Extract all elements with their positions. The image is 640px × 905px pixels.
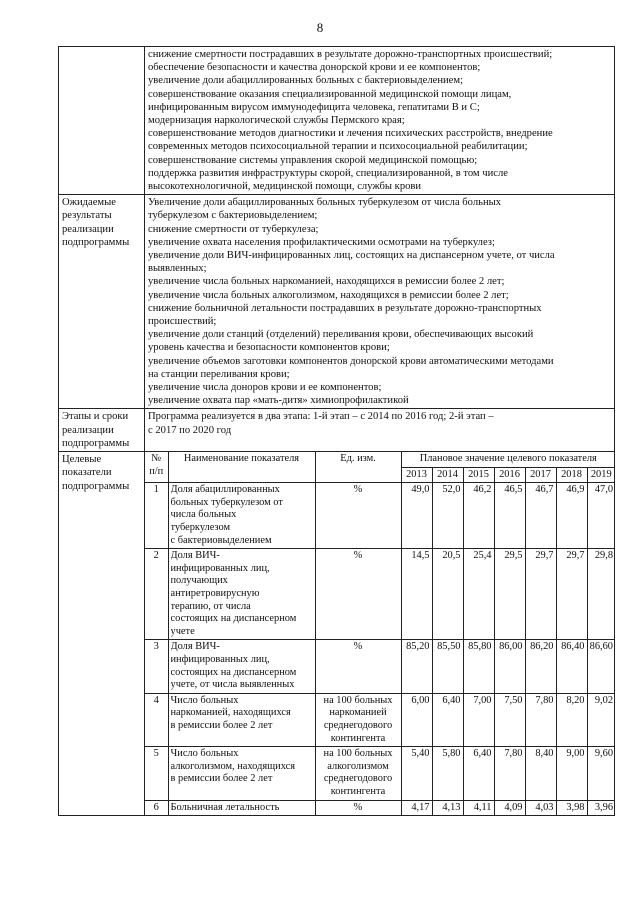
text-line: современных методов психосоциальной терапии и психосоциальной реабилитации; (148, 141, 528, 153)
indicator-name-line: Доля ВИЧ- (170, 641, 220, 653)
indicator-value: 4,03 (525, 800, 556, 815)
indicator-value: 4,09 (494, 800, 525, 815)
expected-results-label (59, 195, 145, 409)
indicator-name (168, 747, 315, 800)
indicator-value: 46,5 (494, 483, 525, 549)
indicator-value: 6,00 (401, 693, 432, 746)
text-line: инфицированным вирусом иммунодефицита человека, гепатитами В и С; (148, 101, 480, 113)
indicators-label (59, 452, 145, 816)
indicator-value: 4,11 (463, 800, 494, 815)
table-row (145, 747, 615, 800)
indicator-unit-line: % (353, 801, 363, 813)
indicator-name-line: инфицированных лиц, (170, 562, 270, 574)
indicator-name-line: больных туберкулезом от (170, 496, 283, 508)
text-line: с 2017 по 2020 год (148, 424, 232, 436)
indicator-num: 3 (145, 640, 168, 693)
text-line: поддержка развития инфраструктуры скорой, специализированной, в том числе (148, 167, 508, 179)
indicator-name-line: Доля ВИЧ- (170, 550, 220, 562)
indicator-num: 4 (145, 693, 168, 746)
indicator-unit (315, 693, 401, 746)
tasks-row (59, 47, 615, 195)
text-line: выявленных; (148, 263, 207, 275)
indicator-unit (315, 549, 401, 640)
table-row (145, 549, 615, 640)
text-line: увеличение доли ВИЧ-инфицированных лиц, состоящих на диспансерном учете, от числа (148, 250, 555, 262)
indicator-value: 46,7 (525, 483, 556, 549)
indicator-value: 52,0 (432, 483, 463, 549)
indicator-name (168, 693, 315, 746)
text-line: на станции переливания крови; (148, 368, 290, 380)
indicator-value: 85,80 (463, 640, 494, 693)
text-line: снижение смертности от туберкулеза; (148, 223, 319, 235)
indicators-table (145, 452, 615, 815)
indicator-value: 6,40 (432, 693, 463, 746)
indicator-name-line: туберкулезом (170, 522, 231, 534)
indicator-value: 29,5 (494, 549, 525, 640)
text-line: Увеличение доли абациллированных больных туберкулезом от числа больных (148, 197, 502, 209)
passport-table (58, 46, 615, 816)
table-row (145, 483, 615, 549)
text-line: модернизация наркологической службы Пермского края; (148, 115, 405, 127)
text-line: совершенствование оказания специализированной медицинской помощи лицам, (148, 88, 512, 100)
table-row (145, 693, 615, 746)
label-line: реализации (62, 424, 114, 436)
header-year: 2015 (463, 467, 494, 483)
indicator-name-line: алкоголизмом, находящихся (170, 760, 295, 772)
indicator-value: 3,98 (556, 800, 587, 815)
text-line: уровень качества и безопасности компонентов крови; (148, 342, 390, 354)
header-year: 2019 (587, 467, 615, 483)
indicator-name-line: Число больных (170, 748, 239, 760)
indicator-value: 14,5 (401, 549, 432, 640)
indicator-unit-line: наркоманией (329, 707, 387, 719)
indicator-name (168, 549, 315, 640)
stages-row (59, 409, 615, 452)
text-line: увеличение доли абациллированных больных с бактериовыделением; (148, 75, 464, 87)
indicator-unit (315, 640, 401, 693)
indicator-value: 9,00 (556, 747, 587, 800)
indicator-name-line: учете, от числа выявленных (170, 679, 295, 691)
header-planned: Плановое значение целевого показателя (401, 452, 615, 467)
expected-results-content (145, 195, 615, 409)
text-line: туберкулезом с бактериовыделением; (148, 210, 318, 222)
indicator-value: 29,8 (587, 549, 615, 640)
indicator-unit-line: контингента (330, 785, 386, 797)
indicator-unit-line: контингента (330, 732, 386, 744)
indicator-value: 7,80 (494, 747, 525, 800)
header-year: 2016 (494, 467, 525, 483)
indicator-name-line: антиретровирусную (170, 588, 260, 600)
indicator-value: 29,7 (556, 549, 587, 640)
indicator-name-line: учете (170, 625, 195, 637)
indicator-value: 86,20 (525, 640, 556, 693)
label-line: подпрограммы (62, 437, 130, 449)
indicator-value: 85,50 (432, 640, 463, 693)
indicator-value: 46,2 (463, 483, 494, 549)
header-unit: Ед. изм. (315, 452, 401, 483)
indicator-value: 85,20 (401, 640, 432, 693)
indicator-value: 6,40 (463, 747, 494, 800)
header-year: 2013 (401, 467, 432, 483)
indicator-unit-line: алкоголизмом (327, 760, 389, 772)
tasks-label (59, 47, 145, 195)
indicator-name-line: Больничная летальность (170, 801, 280, 813)
indicator-value: 3,96 (587, 800, 615, 815)
indicator-unit (315, 800, 401, 815)
label-line: реализации (62, 223, 114, 235)
text-line: увеличение объемов заготовки компонентов донорской крови автоматическими методами (148, 355, 554, 367)
indicator-name-line: состоящих на диспансерном (170, 666, 297, 678)
indicator-name-line: в ремиссии более 2 лет (170, 773, 273, 785)
indicator-name-line: с бактериовыделением (170, 534, 272, 546)
indicator-num: 6 (145, 800, 168, 815)
indicator-value: 29,7 (525, 549, 556, 640)
indicator-name-line: наркоманией, находящихся (170, 707, 291, 719)
indicator-num: 5 (145, 747, 168, 800)
indicator-value: 5,80 (432, 747, 463, 800)
indicator-value: 7,00 (463, 693, 494, 746)
indicator-unit-line: на 100 больных (323, 748, 393, 760)
indicator-unit-line: % (353, 550, 363, 562)
indicator-name-line: числа больных (170, 509, 237, 521)
label-line: показатели (62, 467, 112, 479)
text-line: обеспечение безопасности и качества донорской крови и ее компонентов; (148, 62, 481, 74)
indicator-unit (315, 483, 401, 549)
indicator-unit-line: среднегодового (323, 719, 393, 731)
text-line: Программа реализуется в два этапа: 1-й этап – с 2014 по 2016 год; 2-й этап – (148, 411, 494, 423)
indicators-content (145, 452, 615, 816)
header-year: 2014 (432, 467, 463, 483)
indicator-name-line: терапию, от числа (170, 600, 251, 612)
page-number: 8 (316, 20, 324, 35)
indicator-value: 5,40 (401, 747, 432, 800)
text-line: происшествий; (148, 316, 217, 328)
stages-label (59, 409, 145, 452)
indicator-unit-line: на 100 больных (323, 694, 393, 706)
indicator-value: 25,4 (463, 549, 494, 640)
text-line: высокотехнологичной, медицинской помощи, службы крови (148, 181, 422, 193)
label-line: Ожидаемые (62, 197, 116, 209)
header-name: Наименование показателя (168, 452, 315, 483)
table-row (145, 640, 615, 693)
text-line: увеличение числа больных наркоманией, находящихся в ремиссии более 2 лет; (148, 276, 505, 288)
indicator-name (168, 483, 315, 549)
indicator-value: 86,00 (494, 640, 525, 693)
indicator-value: 49,0 (401, 483, 432, 549)
header-num: № п/п (145, 452, 168, 483)
indicator-name (168, 800, 315, 815)
text-line: увеличение числа доноров крови и ее компонентов; (148, 382, 382, 394)
expected-results-row (59, 195, 615, 409)
indicator-value: 4,13 (432, 800, 463, 815)
indicator-name-line: в ремиссии более 2 лет (170, 719, 273, 731)
text-line: совершенствование методов диагностики и лечения психических расстройств, внедрение (148, 128, 553, 140)
text-line: увеличение охвата населения профилактическими осмотрами на туберкулез; (148, 236, 495, 248)
indicator-value: 9,02 (587, 693, 615, 746)
indicator-num: 2 (145, 549, 168, 640)
indicator-value: 4,17 (401, 800, 432, 815)
label-line: подпрограммы (62, 480, 130, 492)
indicator-value: 20,5 (432, 549, 463, 640)
indicators-row (59, 452, 615, 816)
indicator-value: 86,60 (587, 640, 615, 693)
indicator-name-line: Доля абациллированных (170, 484, 280, 496)
label-line: результаты (62, 210, 112, 222)
indicators-header-row (145, 452, 615, 467)
tasks-content (145, 47, 615, 195)
text-line: увеличение числа больных алкоголизмом, находящихся в ремиссии более 2 лет; (148, 289, 509, 301)
indicator-value: 9,60 (587, 747, 615, 800)
indicator-unit (315, 747, 401, 800)
indicator-value: 86,40 (556, 640, 587, 693)
label-line: подпрограммы (62, 236, 130, 248)
indicator-name (168, 640, 315, 693)
indicator-unit-line: среднегодового (323, 773, 393, 785)
label-line: Этапы и сроки (62, 411, 129, 423)
indicator-name-line: получающих (170, 575, 228, 587)
text-line: снижение смертности пострадавших в результате дорожно-транспортных происшествий; (148, 49, 553, 60)
indicator-name-line: состоящих на диспансерном (170, 613, 297, 625)
indicator-unit-line: % (353, 484, 363, 496)
indicator-value: 7,80 (525, 693, 556, 746)
table-row (145, 800, 615, 815)
stages-content (145, 409, 615, 452)
indicator-value: 47,0 (587, 483, 615, 549)
indicator-name-line: Число больных (170, 694, 239, 706)
label-line: Целевые (62, 454, 102, 466)
indicator-num: 1 (145, 483, 168, 549)
indicator-name-line: инфицированных лиц, (170, 654, 270, 665)
header-year: 2018 (556, 467, 587, 483)
indicator-value: 8,20 (556, 693, 587, 746)
indicator-value: 46,9 (556, 483, 587, 549)
text-line: увеличение охвата пар «мать-дитя» химиопрофилактикой (148, 395, 409, 407)
indicator-value: 7,50 (494, 693, 525, 746)
text-line: совершенствование системы управления скорой медицинской помощью; (148, 154, 478, 166)
indicator-value: 8,40 (525, 747, 556, 800)
header-year: 2017 (525, 467, 556, 483)
indicator-unit-line: % (353, 641, 363, 653)
text-line: снижение больничной летальности пострадавших в результате дорожно-транспортных (148, 302, 542, 314)
text-line: увеличение доли станций (отделений) переливания крови, обеспечивающих высокий (148, 329, 534, 341)
